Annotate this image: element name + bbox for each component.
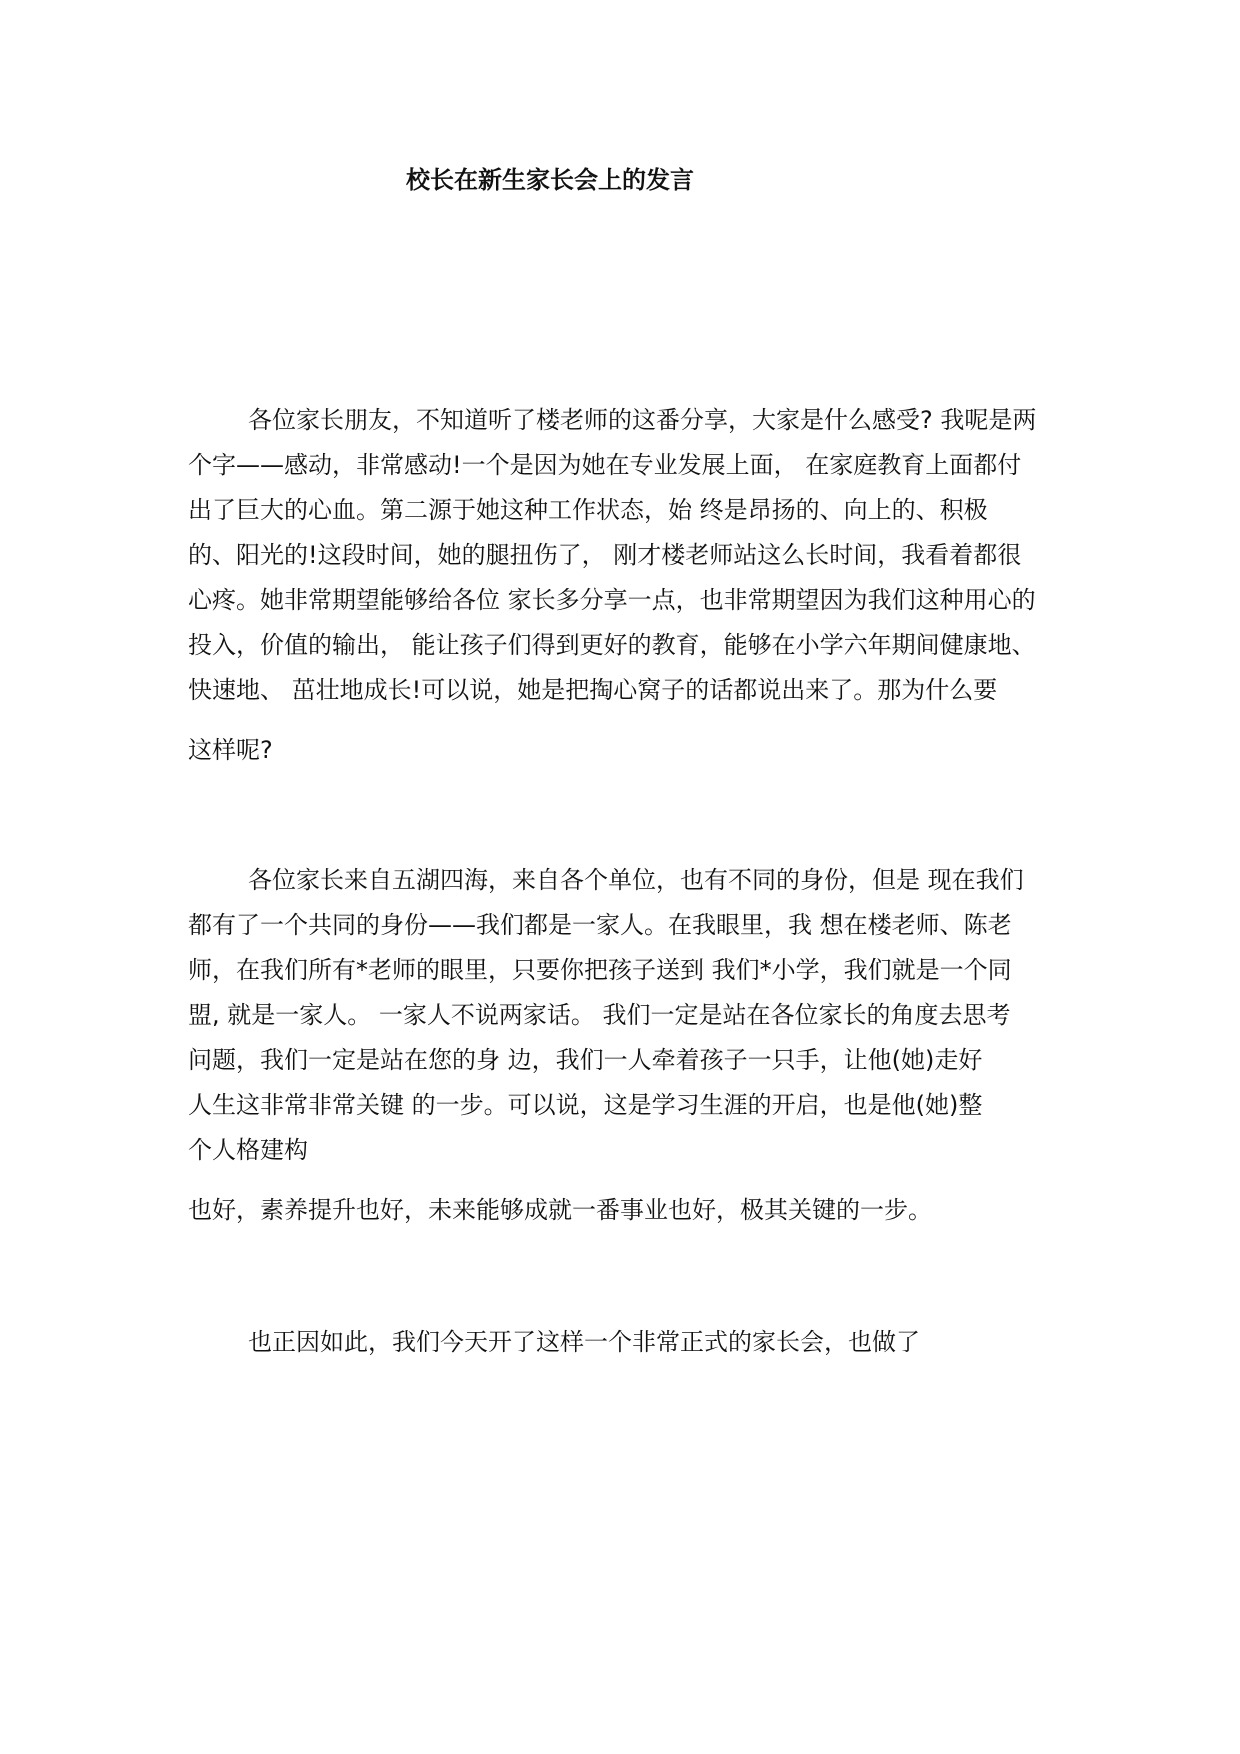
paragraph-2-line-3: 师，在我们所有*老师的眼里，只要你把孩子送到 我们*小学，我们就是一个同 bbox=[188, 956, 1012, 984]
paragraph-1-line-1: 各位家长朋友，不知道听了楼老师的这番分享，大家是什么感受? 我呢是两 bbox=[248, 406, 1037, 434]
paragraph-1-line-2: 个字——感动，非常感动!一个是因为她在专业发展上面， 在家庭教育上面都付 bbox=[188, 451, 1022, 479]
paragraph-2-line-5: 问题，我们一定是站在您的身 边，我们一人牵着孩子一只手，让他(她)走好 bbox=[188, 1046, 983, 1074]
paragraph-2-line-6: 人生这非常非常关键 的一步。可以说，这是学习生涯的开启，也是他(她)整 bbox=[188, 1091, 983, 1119]
paragraph-1-line-6: 投入，价值的输出， 能让孩子们得到更好的教育，能够在小学六年期间健康地、 bbox=[188, 631, 1036, 659]
paragraph-2-line-4: 盟, 就是一家人。 一家人不说两家话。 我们一定是站在各位家长的角度去思考 bbox=[188, 1001, 1011, 1029]
paragraph-1-line-5: 心疼。她非常期望能够给各位 家长多分享一点，也非常期望因为我们这种用心的 bbox=[188, 586, 1036, 614]
paragraph-2-line-8: 也好，素养提升也好，未来能够成就一番事业也好，极其关键的一步。 bbox=[188, 1196, 932, 1224]
paragraph-2-line-2: 都有了一个共同的身份——我们都是一家人。在我眼里，我 想在楼老师、陈老 bbox=[188, 911, 1012, 939]
paragraph-1-line-8: 这样呢? bbox=[188, 736, 273, 764]
paragraph-2-line-1: 各位家长来自五湖四海，来自各个单位，也有不同的身份，但是 现在我们 bbox=[248, 866, 1024, 894]
paragraph-3-line-1: 也正因如此，我们今天开了这样一个非常正式的家长会，也做了 bbox=[248, 1328, 920, 1356]
paragraph-1-line-3: 出了巨大的心血。第二源于她这种工作状态，始 终是昂扬的、向上的、积极 bbox=[188, 496, 988, 524]
paragraph-1-line-7: 快速地、 茁壮地成长!可以说，她是把掏心窝子的话都说出来了。那为什么要 bbox=[188, 676, 998, 704]
paragraph-1-line-4: 的、阳光的!这段时间，她的腿扭伤了， 刚才楼老师站这么长时间，我看着都很 bbox=[188, 541, 1022, 569]
document-title: 校长在新生家长会上的发言 bbox=[406, 166, 694, 194]
paragraph-2-line-7: 个人格建构 bbox=[188, 1136, 308, 1164]
